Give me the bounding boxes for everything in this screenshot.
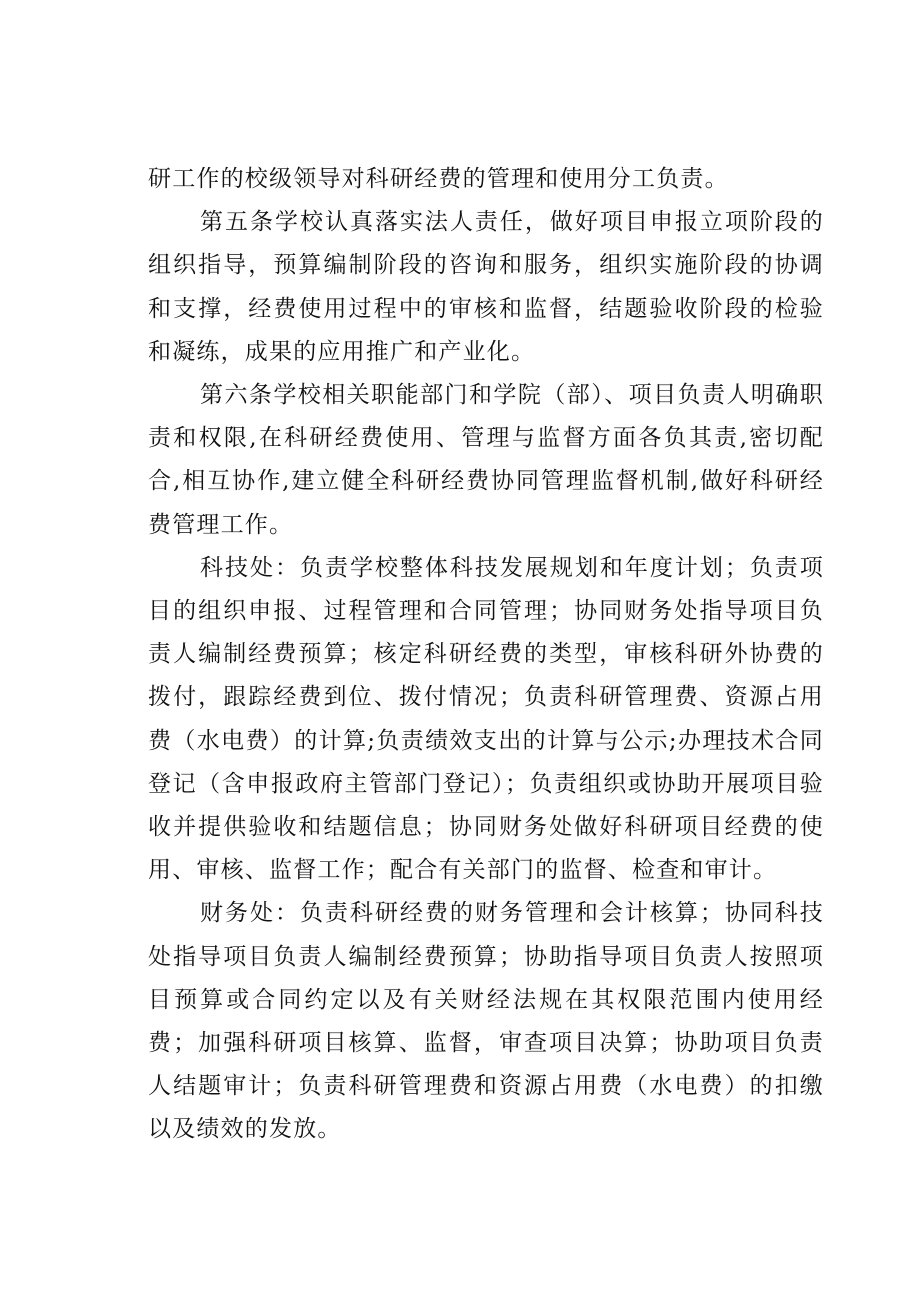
paragraph-science-office: 科技处：负责学校整体科技发展规划和年度计划；负责项目的组织申报、过程管理和合同管理；协同财务处指导项目负责人编制经费预算；核定科研经费的类型，审核科研外协费的拨付，跟踪经费到位、拨付情况；负责科研管理费、资源占用费（水电费）的计算;负责绩效支出的计算与公示;办理技术合同登记（含申报政府主管部门登记）；负责组织或协助开展项目验收并提供验收和结题信息；协同财务处做好科研项目经费的使用、审核、监督工作；配合有关部门的监督、检查和审计。 [148, 554, 824, 884]
paragraph-continuation: 研工作的校级领导对科研经费的管理和使用分工负责。 [148, 166, 729, 192]
paragraph-article-6: 第六条学校相关职能部门和学院（部）、项目负责人明确职责和权限,在科研经费使用、管理与监督方面各负其责,密切配合,相互协作,建立健全科研经费协同管理监督机制,做好科研经费管理工作。 [148, 382, 824, 538]
paragraph-article-5: 第五条学校认真落实法人责任，做好项目申报立项阶段的组织指导，预算编制阶段的咨询和服务，组织实施阶段的协调和支撑，经费使用过程中的审核和监督，结题验收阶段的检验和凝练，成果的应用推广和产业化。 [148, 209, 824, 365]
document-body [148, 158, 824, 1152]
paragraph-finance-office: 财务处：负责科研经费的财务管理和会计核算；协同科技处指导项目负责人编制经费预算；协助指导项目负责人按照项目预算或合同约定以及有关财经法规在其权限范围内使用经费；加强科研项目核算、监督，审查项目决算；协助项目负责人结题审计；负责科研管理费和资源占用费（水电费）的扣缴以及绩效的发放。 [148, 900, 824, 1143]
